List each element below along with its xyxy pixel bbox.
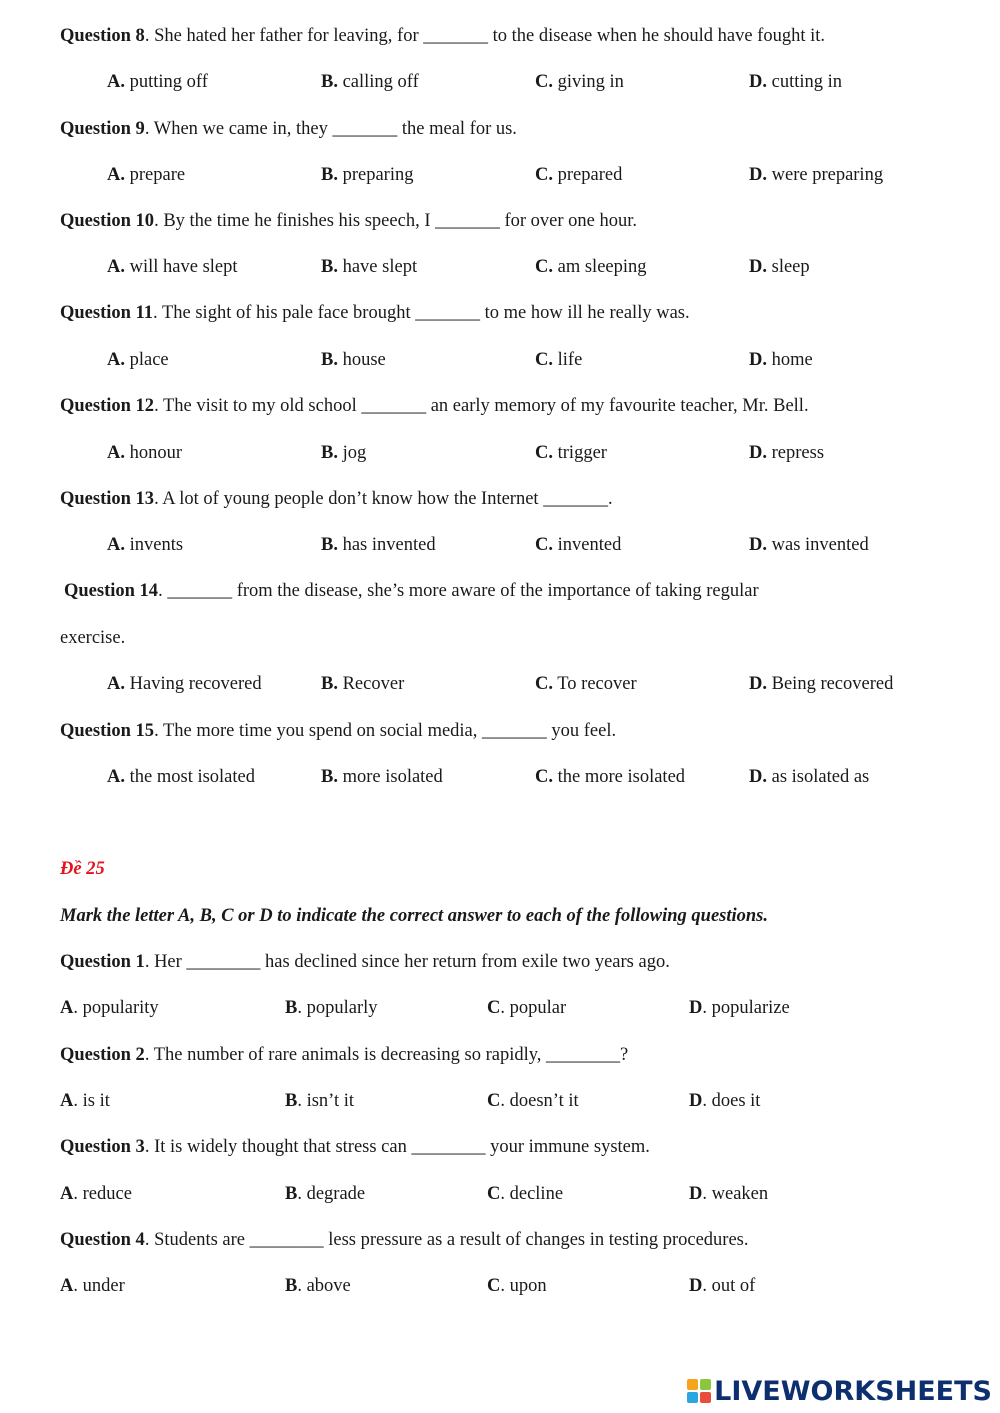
option-a[interactable]: A. popularity — [60, 998, 159, 1018]
option-a[interactable]: A. reduce — [60, 1184, 132, 1204]
option-d[interactable]: D. out of — [689, 1276, 756, 1296]
option-a[interactable]: A. Having recovered — [107, 674, 262, 694]
option-a[interactable]: A. the most isolated — [107, 767, 255, 787]
option-c[interactable]: C. invented — [535, 535, 622, 555]
option-c[interactable]: C. the more isolated — [535, 767, 686, 787]
option-c[interactable]: C. popular — [487, 998, 567, 1018]
question-text: . _______ from the disease, she’s more aware of the importance of taking regular — [158, 581, 759, 601]
option-d[interactable]: D. weaken — [689, 1184, 769, 1204]
section-heading: Đề 25 — [60, 859, 105, 879]
option-d[interactable]: D. as isolated as — [749, 767, 870, 787]
question-text: . A lot of young people don’t know how the Internet _______. — [154, 489, 613, 509]
option-a[interactable]: A. is it — [60, 1091, 110, 1111]
option-d[interactable]: D. sleep — [749, 257, 810, 277]
option-b[interactable]: B. preparing — [321, 165, 414, 185]
option-b[interactable]: B. above — [285, 1276, 351, 1296]
option-c[interactable]: C. am sleeping — [535, 257, 647, 277]
question-text: . By the time he finishes his speech, I _______ for over one hour. — [154, 211, 638, 231]
liveworksheets-logo-text: LIVEWORKSHEETS — [714, 1375, 992, 1407]
option-d[interactable]: D. popularize — [689, 998, 790, 1018]
option-a[interactable]: A. place — [107, 350, 169, 370]
option-d[interactable]: D. home — [749, 350, 813, 370]
option-b[interactable]: B. Recover — [321, 674, 405, 694]
option-b[interactable]: B. house — [321, 350, 386, 370]
option-c[interactable]: C. decline — [487, 1184, 564, 1204]
question-text: . The sight of his pale face brought _______ to me how ill he really was. — [153, 303, 690, 323]
question-label: Question 10 — [60, 211, 155, 231]
question-text: . Students are ________ less pressure as a result of changes in testing procedures. — [144, 1230, 749, 1250]
question-label: Question 11 — [60, 303, 154, 323]
option-b[interactable]: B. have slept — [321, 257, 418, 277]
question-label: Question 14 — [64, 581, 159, 601]
option-b[interactable]: B. isn’t it — [285, 1091, 355, 1111]
question-label: Question 12 — [60, 396, 155, 416]
option-d[interactable]: D. was invented — [749, 535, 869, 555]
option-a[interactable]: A. putting off — [107, 72, 208, 92]
option-c[interactable]: C. doesn’t it — [487, 1091, 579, 1111]
option-c[interactable]: C. To recover — [535, 674, 637, 694]
option-a[interactable]: A. prepare — [107, 165, 186, 185]
question-label: Question 15 — [60, 721, 155, 741]
option-c[interactable]: C. giving in — [535, 72, 624, 92]
question-text: . The visit to my old school _______ an early memory of my favourite teacher, Mr. Bell. — [154, 396, 809, 416]
option-d[interactable]: D. does it — [689, 1091, 761, 1111]
question-label: Question 9 — [60, 119, 145, 139]
question-text-continued: exercise. — [60, 628, 126, 648]
option-a[interactable]: A. under — [60, 1276, 125, 1296]
option-a[interactable]: A. invents — [107, 535, 184, 555]
question-text: . The more time you spend on social media, _______ you feel. — [154, 721, 617, 741]
question-text: . When we came in, they _______ the meal for us. — [144, 119, 517, 139]
option-b[interactable]: B. jog — [321, 443, 367, 463]
liveworksheets-logo[interactable] — [686, 1373, 992, 1409]
option-b[interactable]: B. degrade — [285, 1184, 366, 1204]
option-d[interactable]: D. were preparing — [749, 165, 884, 185]
question-label: Question 13 — [60, 489, 155, 509]
option-c[interactable]: C. upon — [487, 1276, 547, 1296]
option-a[interactable]: A. will have slept — [107, 257, 238, 277]
question-text: . The number of rare animals is decreasing so rapidly, ________? — [144, 1045, 629, 1065]
instructions: Mark the letter A, B, C or D to indicate the correct answer to each of the following questions. — [60, 906, 768, 926]
option-d[interactable]: D. repress — [749, 443, 825, 463]
liveworksheets-logo-icon — [686, 1378, 712, 1404]
option-b[interactable]: B. has invented — [321, 535, 436, 555]
question-label: Question 4 — [60, 1230, 145, 1250]
option-b[interactable]: B. more isolated — [321, 767, 443, 787]
question-label: Question 3 — [60, 1137, 145, 1157]
question-label: Question 1 — [60, 952, 145, 972]
option-a[interactable]: A. honour — [107, 443, 183, 463]
question-text: . She hated her father for leaving, for _______ to the disease when he should have fought it. — [144, 26, 826, 46]
question-text: . It is widely thought that stress can ________ your immune system. — [144, 1137, 650, 1157]
question-label: Question 8 — [60, 26, 145, 46]
question-label: Question 2 — [60, 1045, 145, 1065]
option-b[interactable]: B. calling off — [321, 72, 419, 92]
option-b[interactable]: B. popularly — [285, 998, 378, 1018]
option-d[interactable]: D. Being recovered — [749, 674, 894, 694]
option-c[interactable]: C. trigger — [535, 443, 607, 463]
option-c[interactable]: C. life — [535, 350, 583, 370]
question-text: . Her ________ has declined since her return from exile two years ago. — [144, 952, 670, 972]
option-c[interactable]: C. prepared — [535, 165, 623, 185]
option-d[interactable]: D. cutting in — [749, 72, 843, 92]
